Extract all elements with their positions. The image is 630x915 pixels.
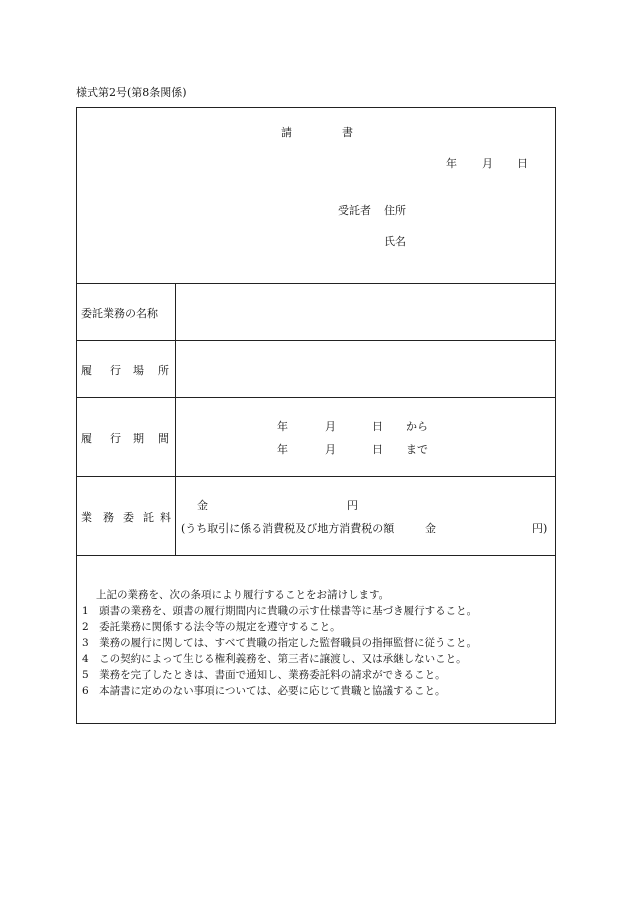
row-divider — [76, 476, 556, 477]
tax-prefix: (うち取引に係る消費税及び地方消費税の額 — [181, 522, 395, 535]
period-label-char-3: 期 — [133, 432, 144, 445]
contractor-label: 受託者 — [338, 204, 371, 217]
document-title-char-1: 請 — [281, 126, 292, 139]
period-to-month: 月 — [325, 443, 336, 456]
date-month: 月 — [482, 157, 493, 170]
fee-label-char-5: 料 — [160, 511, 171, 524]
row-divider — [76, 340, 556, 341]
period-from-year: 年 — [277, 420, 288, 433]
form-number-label: 様式第2号(第8条関係) — [76, 86, 187, 99]
location-label-char-4: 所 — [158, 364, 169, 377]
date-year: 年 — [446, 157, 457, 170]
document-title-char-2: 書 — [342, 126, 353, 139]
terms-clause: 3 業務の履行に関しては、すべて貴職の指定した監督職員の指揮監督に従うこと。 — [82, 637, 477, 649]
terms-clause: 2 委託業務に関係する法令等の規定を遵守すること。 — [82, 621, 341, 633]
fee-yen: 円 — [347, 499, 358, 512]
date-day: 日 — [517, 157, 528, 170]
row-divider — [76, 555, 556, 556]
fee-label-char-1: 業 — [81, 511, 92, 524]
fee-label-char-3: 委 — [123, 511, 134, 524]
terms-clause: 1 頭書の業務を、頭書の履行期間内に貴職の示す仕様書等に基づき履行すること。 — [82, 605, 478, 617]
tax-kin: 金 — [425, 522, 436, 535]
period-label-char-2: 行 — [110, 432, 121, 445]
fee-label-char-2: 務 — [103, 511, 114, 524]
period-to-day: 日 — [372, 443, 383, 456]
terms-clause: 4 この契約によって生じる権利義務を、第三者に譲渡し、又は承継しないこと。 — [82, 653, 467, 665]
period-from-suffix: から — [406, 420, 428, 433]
location-label-char-3: 場 — [133, 364, 144, 377]
tax-suffix: 円) — [532, 522, 548, 535]
period-label-char-4: 間 — [158, 432, 169, 445]
period-from-month: 月 — [325, 420, 336, 433]
location-label-char-2: 行 — [110, 364, 121, 377]
fee-label-char-4: 託 — [143, 511, 154, 524]
terms-clause: 5 業務を完了したときは、書面で通知し、業務委託料の請求ができること。 — [82, 669, 446, 681]
address-label: 住所 — [384, 204, 406, 217]
period-to-year: 年 — [277, 443, 288, 456]
location-label-char-1: 履 — [81, 364, 92, 377]
name-label: 氏名 — [384, 235, 406, 248]
business-name-label: 委託業務の名称 — [81, 307, 158, 320]
label-column-divider — [175, 283, 176, 555]
period-label-char-1: 履 — [81, 432, 92, 445]
row-divider — [76, 397, 556, 398]
period-from-day: 日 — [372, 420, 383, 433]
row-divider — [76, 283, 556, 284]
terms-intro: 上記の業務を、次の条項により履行することをお請けします。 — [96, 589, 390, 601]
terms-clause: 6 本請書に定めのない事項については、必要に応じて貴職と協議すること。 — [82, 685, 446, 697]
period-to-suffix: まで — [406, 443, 428, 456]
fee-kin: 金 — [197, 499, 208, 512]
